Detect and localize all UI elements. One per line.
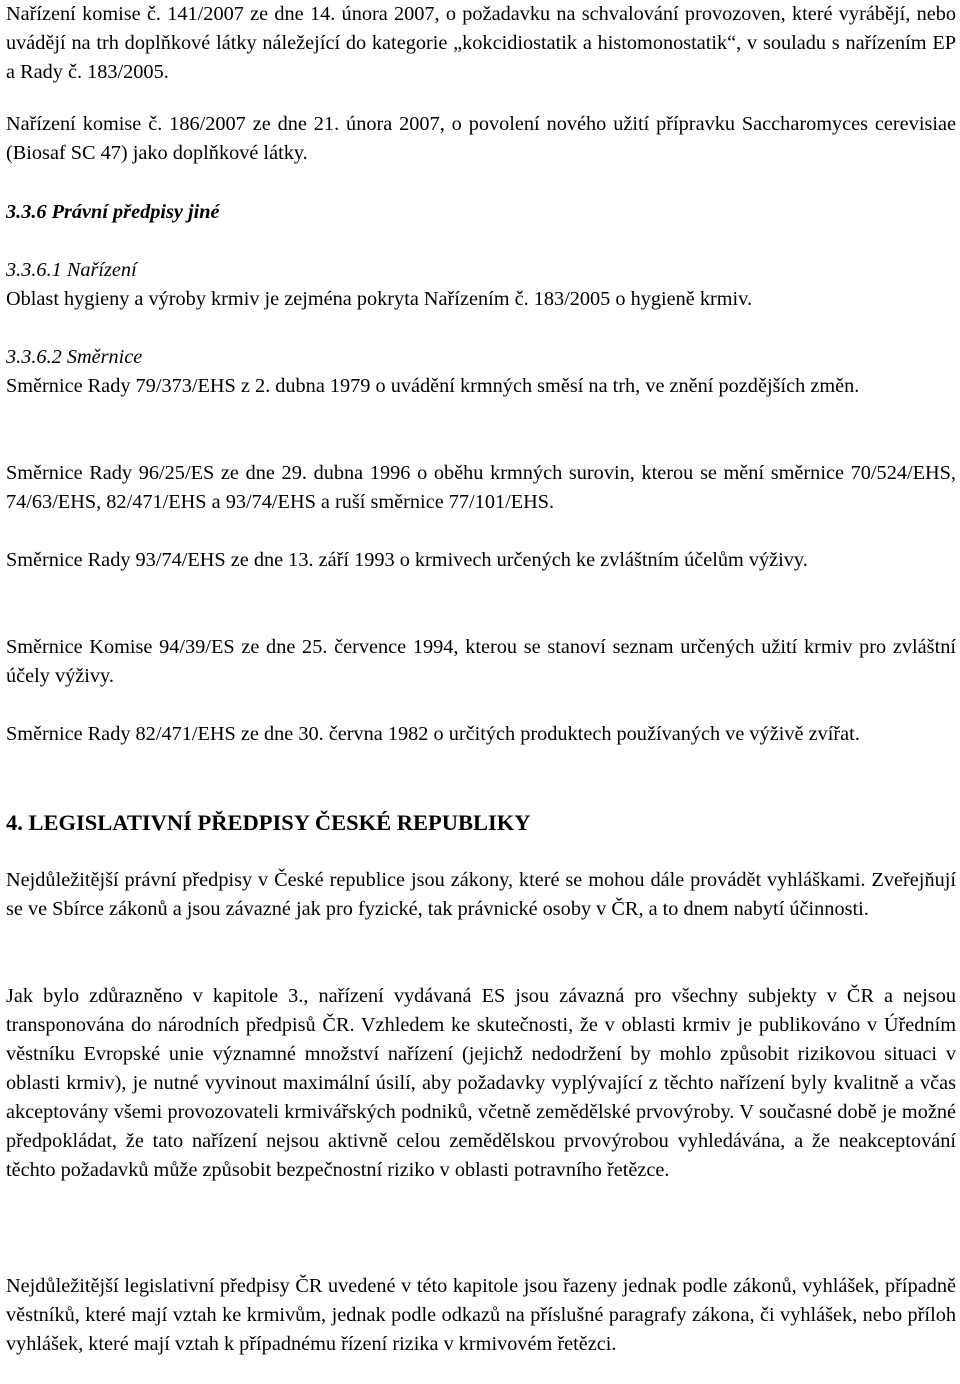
- paragraph-legislation-order: Nejdůležitější legislativní předpisy ČR uvedené v této kapitole jsou řazeny jednak podle zákonů, vyhlášek, případně věstníků, které mají vztah ke krmivům, jednak podle odkazů na příslušné paragrafy zákona, či vyhlášek, nebo příloh vyhlášek, které mají vztah k případnému řízení rizika v krmivovém řetězci.: [6, 1275, 956, 1355]
- heading-3-3-6-1: 3.3.6.1 Nařízení: [6, 259, 137, 281]
- heading-3-3-6: 3.3.6 Právní předpisy jiné: [6, 201, 220, 223]
- paragraph-directive-82-471: Směrnice Rady 82/471/EHS ze dne 30. června 1982 o určitých produktech používaných ve výživě zvířat.: [6, 723, 860, 745]
- paragraph-feed-hygiene: Oblast hygieny a výroby krmiv je zejména pokryta Nařízením č. 183/2005 o hygieně krmiv.: [6, 288, 753, 310]
- heading-chapter-4: 4. LEGISLATIVNÍ PŘEDPISY ČESKÉ REPUBLIKY: [6, 810, 531, 835]
- paragraph-regulation-186-2007: Nařízení komise č. 186/2007 ze dne 21. února 2007, o povolení nového užití přípravku Saccharomyces cerevisiae (Biosaf SC 47) jako doplňkové látky.: [6, 113, 956, 164]
- paragraph-directive-96-25: Směrnice Rady 96/25/ES ze dne 29. dubna 1996 o oběhu krmných surovin, kterou se mění směrnice 70/524/EHS, 74/63/EHS, 82/471/EHS a 93/74/EHS a ruší směrnice 77/101/EHS.: [6, 462, 956, 513]
- paragraph-directive-94-39: Směrnice Komise 94/39/ES ze dne 25. července 1994, kterou se stanoví seznam určených užití krmiv pro zvláštní účely výživy.: [6, 636, 956, 687]
- heading-3-3-6-2: 3.3.6.2 Směrnice: [6, 346, 143, 368]
- paragraph-directive-79-373: Směrnice Rady 79/373/EHS z 2. dubna 1979 o uvádění krmných směsí na trh, ve znění pozdějších změn.: [6, 375, 860, 397]
- paragraph-eu-regulations: Jak bylo zdůrazněno v kapitole 3., nařízení vydávaná ES jsou závazná pro všechny subjekty v ČR a nejsou transponována do národních předpisů ČR. Vzhledem ke skutečnosti, že v oblasti krmiv je publikováno v Úředním věstníku Evropské unie významné množství nařízení (jejichž nedodržení by mohlo způsobit rizikovou situaci v oblasti krmiv), je nutné vyvinout maximální úsilí, aby požadavky vyplývající z těchto nařízení byly kvalitně a včas akceptovány všemi provozovateli krmivářských podniků, včetně zemědělské prvovýroby. V současné době je možné předpokládat, že tato nařízení nejsou aktivně celou zemědělskou prvovýrobou vyhledávána, a že neakceptování těchto požadavků může způsobit bezpečnostní riziko v oblasti potravního řetězce.: [6, 985, 956, 1181]
- paragraph-regulation-141-2007: Nařízení komise č. 141/2007 ze dne 14. února 2007, o požadavku na schvalování provozoven, které vyrábějí, nebo uvádějí na trh doplňkové látky náležející do kategorie „kokcidiostatik a histomonostatik“, v souladu s nařízením EP a Rady č. 183/2005.: [6, 3, 956, 83]
- paragraph-czech-legislation: Nejdůležitější právní předpisy v České republice jsou zákony, které se mohou dále provádět vyhláškami. Zveřejňují se ve Sbírce zákonů a jsou závazné jak pro fyzické, tak právnické osoby v ČR, a to dnem nabytí účinnosti.: [6, 869, 956, 920]
- paragraph-directive-93-74: Směrnice Rady 93/74/EHS ze dne 13. září 1993 o krmivech určených ke zvláštním účelům výživy.: [6, 549, 808, 571]
